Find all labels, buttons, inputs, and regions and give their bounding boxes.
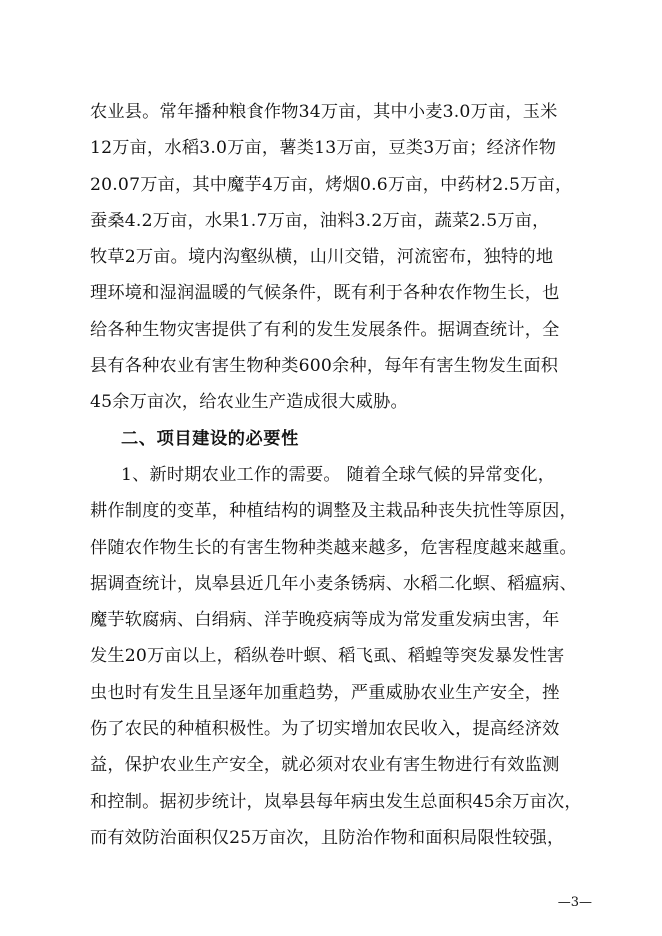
paragraph-line: 而有效防治面积仅25万亩次，且防治作物和面积局限性较强，: [90, 827, 565, 848]
paragraph-line: 伴随农作物生长的有害生物种类越来越多，危害程度越来越重。: [90, 537, 577, 558]
paragraph-line: 20.07万亩，其中魔芋4万亩，烤烟0.6万亩，中药材2.5万亩，: [90, 174, 573, 195]
paragraph-line: 和控制。据初步统计，岚皋县每年病虫发生总面积45余万亩次，: [90, 791, 582, 812]
paragraph-line: 伤了农民的种植积极性。为了切实增加农民收入，提高经济效: [90, 719, 560, 740]
paragraph-line: 给各种生物灾害提供了有利的发生发展条件。据调查统计，全: [90, 319, 560, 340]
paragraph-line: 农业县。常年播种粮食作物34万亩，其中小麦3.0万亩，玉米: [90, 102, 558, 122]
paragraph-line: 理环境和湿润温暖的气候条件，既有利于各种农作物生长，也: [90, 283, 560, 304]
paragraph-line: 45余万亩次，给农业生产造成很大威胁。: [90, 392, 408, 413]
paragraph-line: 虫也时有发生且呈逐年加重趋势，严重威胁农业生产安全，挫: [90, 682, 560, 703]
document-body: [90, 94, 580, 856]
paragraph-line: 蚕桑4.2万亩，水果1.7万亩，油料3.2万亩，蔬菜2.5万亩，: [90, 210, 550, 231]
paragraph-line: 魔芋软腐病、白绢病、洋芋晚疫病等成为常发重发病虫害，年: [90, 610, 560, 631]
paragraph-line: 1、新时期农业工作的需要。 随着全球气候的异常变化，: [121, 464, 556, 485]
paragraph-line: 发生20万亩以上，稻纵卷叶螟、稻飞虱、稻蝗等突发暴发性害: [90, 646, 565, 667]
paragraph-line: 县有各种农业有害生物种类600余种，每年有害生物发生面积: [90, 356, 559, 377]
paragraph-line: 据调查统计，岚皋县近几年小麦条锈病、水稻二化螟、稻瘟病、: [90, 573, 577, 594]
paragraph-line: 耕作制度的变革，种植结构的调整及主栽品种丧失抗性等原因，: [90, 501, 577, 522]
section-heading: 二、项目建设的必要性: [121, 428, 299, 449]
paragraph-line: 牧草2万亩。境内沟壑纵横，山川交错，河流密布，独特的地: [90, 247, 554, 268]
paragraph-line: 益，保护农业生产安全，就必须对农业有害生物进行有效监测: [90, 755, 560, 776]
paragraph-line: 12万亩，水稻3.0万亩，薯类13万亩，豆类3万亩；经济作物: [90, 138, 557, 159]
page-number: —3—: [557, 895, 592, 910]
